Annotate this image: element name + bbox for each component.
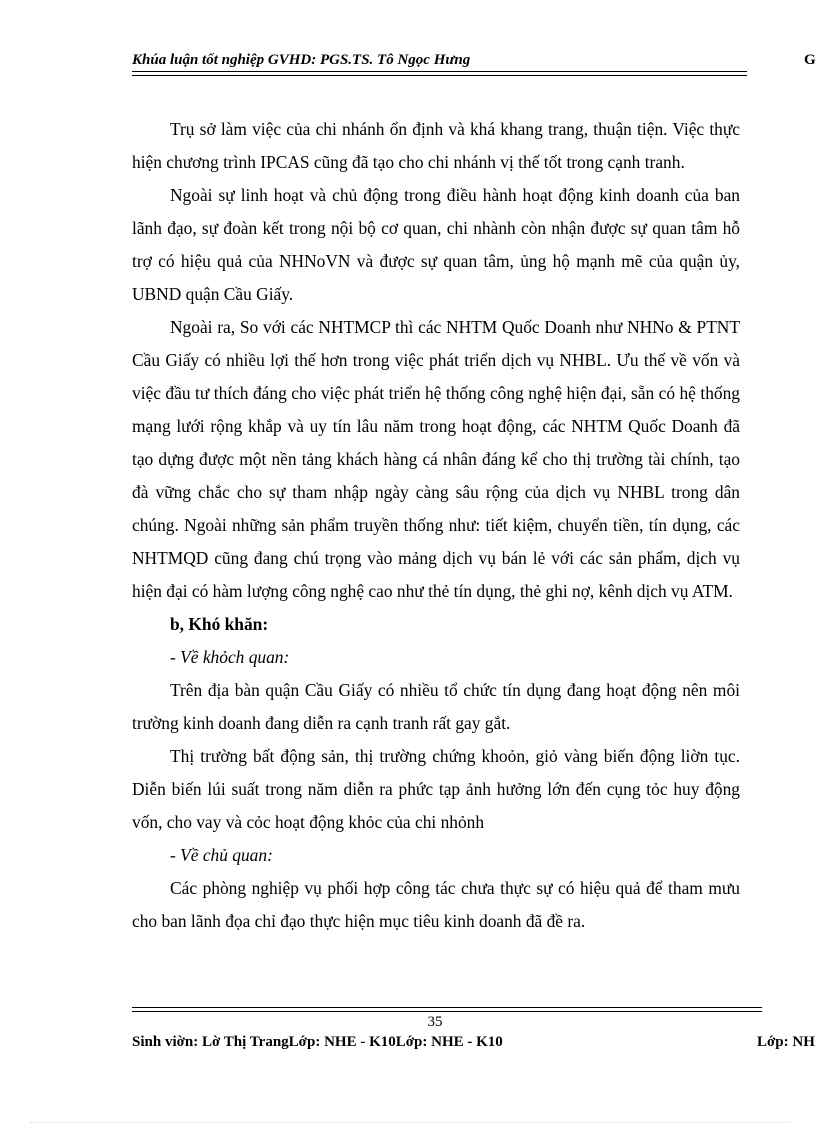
document-body: [132, 113, 740, 938]
header-title: Khúa luận tốt nghiệp GVHD: PGS.TS. Tô Ngọc Hưng: [132, 52, 471, 68]
paragraph-6: Các phòng nghiệp vụ phối hợp công tác chưa thực sự có hiệu quả để tham mưu cho ban lãnh đọa chỉ đạo thực hiện mục tiêu kinh doanh đã đề ra.: [132, 878, 740, 931]
footer-student-info: Sinh viờn: Lờ Thị TrangLớp: NHE - K10Lớp: NHE - K10: [132, 1034, 503, 1050]
footer-rule-thin: [132, 1011, 762, 1012]
page-footer: [132, 1034, 816, 1056]
section-heading-difficulties: b, Khó khăn:: [170, 614, 269, 634]
subheading-objective: - Về khỏch quan:: [170, 647, 290, 667]
paragraph-2: Ngoài sự linh hoạt và chủ động trong điều hành hoạt động kinh doanh của ban lãnh đạo, sự đoàn kết trong nội bộ cơ quan, chi nhành còn nhận được sự quan tâm hỗ trợ có hiệu quả của NHNoVN và được sự quan tâm, ủng hộ mạnh mẽ của quận ủy, UBND quận Cầu Giấy.: [132, 185, 740, 304]
header-rule-thick: [132, 71, 747, 72]
paragraph-4: Trên địa bàn quận Cầu Giấy có nhiều tổ chức tín dụng đang hoạt động nên môi trường kinh doanh đang diễn ra cạnh tranh rất gay gắt.: [132, 680, 740, 733]
paragraph-5: Thị trường bất động sản, thị trường chứng khoỏn, giỏ vàng biến động liờn tục. Diễn biến lúi suất trong năm diễn ra phức tạp ảnh hưởng lớn đến cụng tỏc huy động vốn, cho vay và cỏc hoạt động khỏc của chi nhỏnh: [132, 746, 740, 832]
subheading-subjective: - Về chủ quan:: [170, 845, 273, 865]
header-rule-thin: [132, 75, 747, 76]
footer-class-info: Lớp: NH: [757, 1034, 815, 1050]
paragraph-1: Trụ sở làm việc của chi nhánh ổn định và khá khang trang, thuận tiện. Việc thực hiện chương trình IPCAS cũng đã tạo cho chi nhánh vị thế tốt trong cạnh tranh.: [132, 119, 740, 172]
header-right-text: G: [804, 52, 816, 68]
page-number: 35: [427, 1014, 443, 1030]
paragraph-3: Ngoài ra, So với các NHTMCP thì các NHTM Quốc Doanh như NHNo & PTNT Cầu Giấy có nhiều lợi thế hơn trong việc phát triển dịch vụ NHBL. Ưu thế về vốn và việc đầu tư thích đáng cho việc phát triển hệ thống công nghệ hiện đại, sẵn có hệ thống mạng lưới rộng khắp và uy tín lâu năm trong hoạt động, các NHTM Quốc Doanh đã tạo dựng được một nền tảng khách hàng cá nhân đáng kể cho thị trường tài chính, tạo đà vững chắc cho sự tham nhập ngày càng sâu rộng của dịch vụ NHBL trong dân chúng. Ngoài những sản phẩm truyền thống như: tiết kiệm, chuyển tiền, tín dụng, các NHTMQD cũng đang chú trọng vào mảng dịch vụ bán lẻ với các sản phẩm, dịch vụ hiện đại có hàm lượng công nghệ cao như thẻ tín dụng, thẻ ghi nợ, kênh dịch vụ ATM.: [132, 317, 740, 601]
footer-rule-thick: [132, 1007, 762, 1008]
